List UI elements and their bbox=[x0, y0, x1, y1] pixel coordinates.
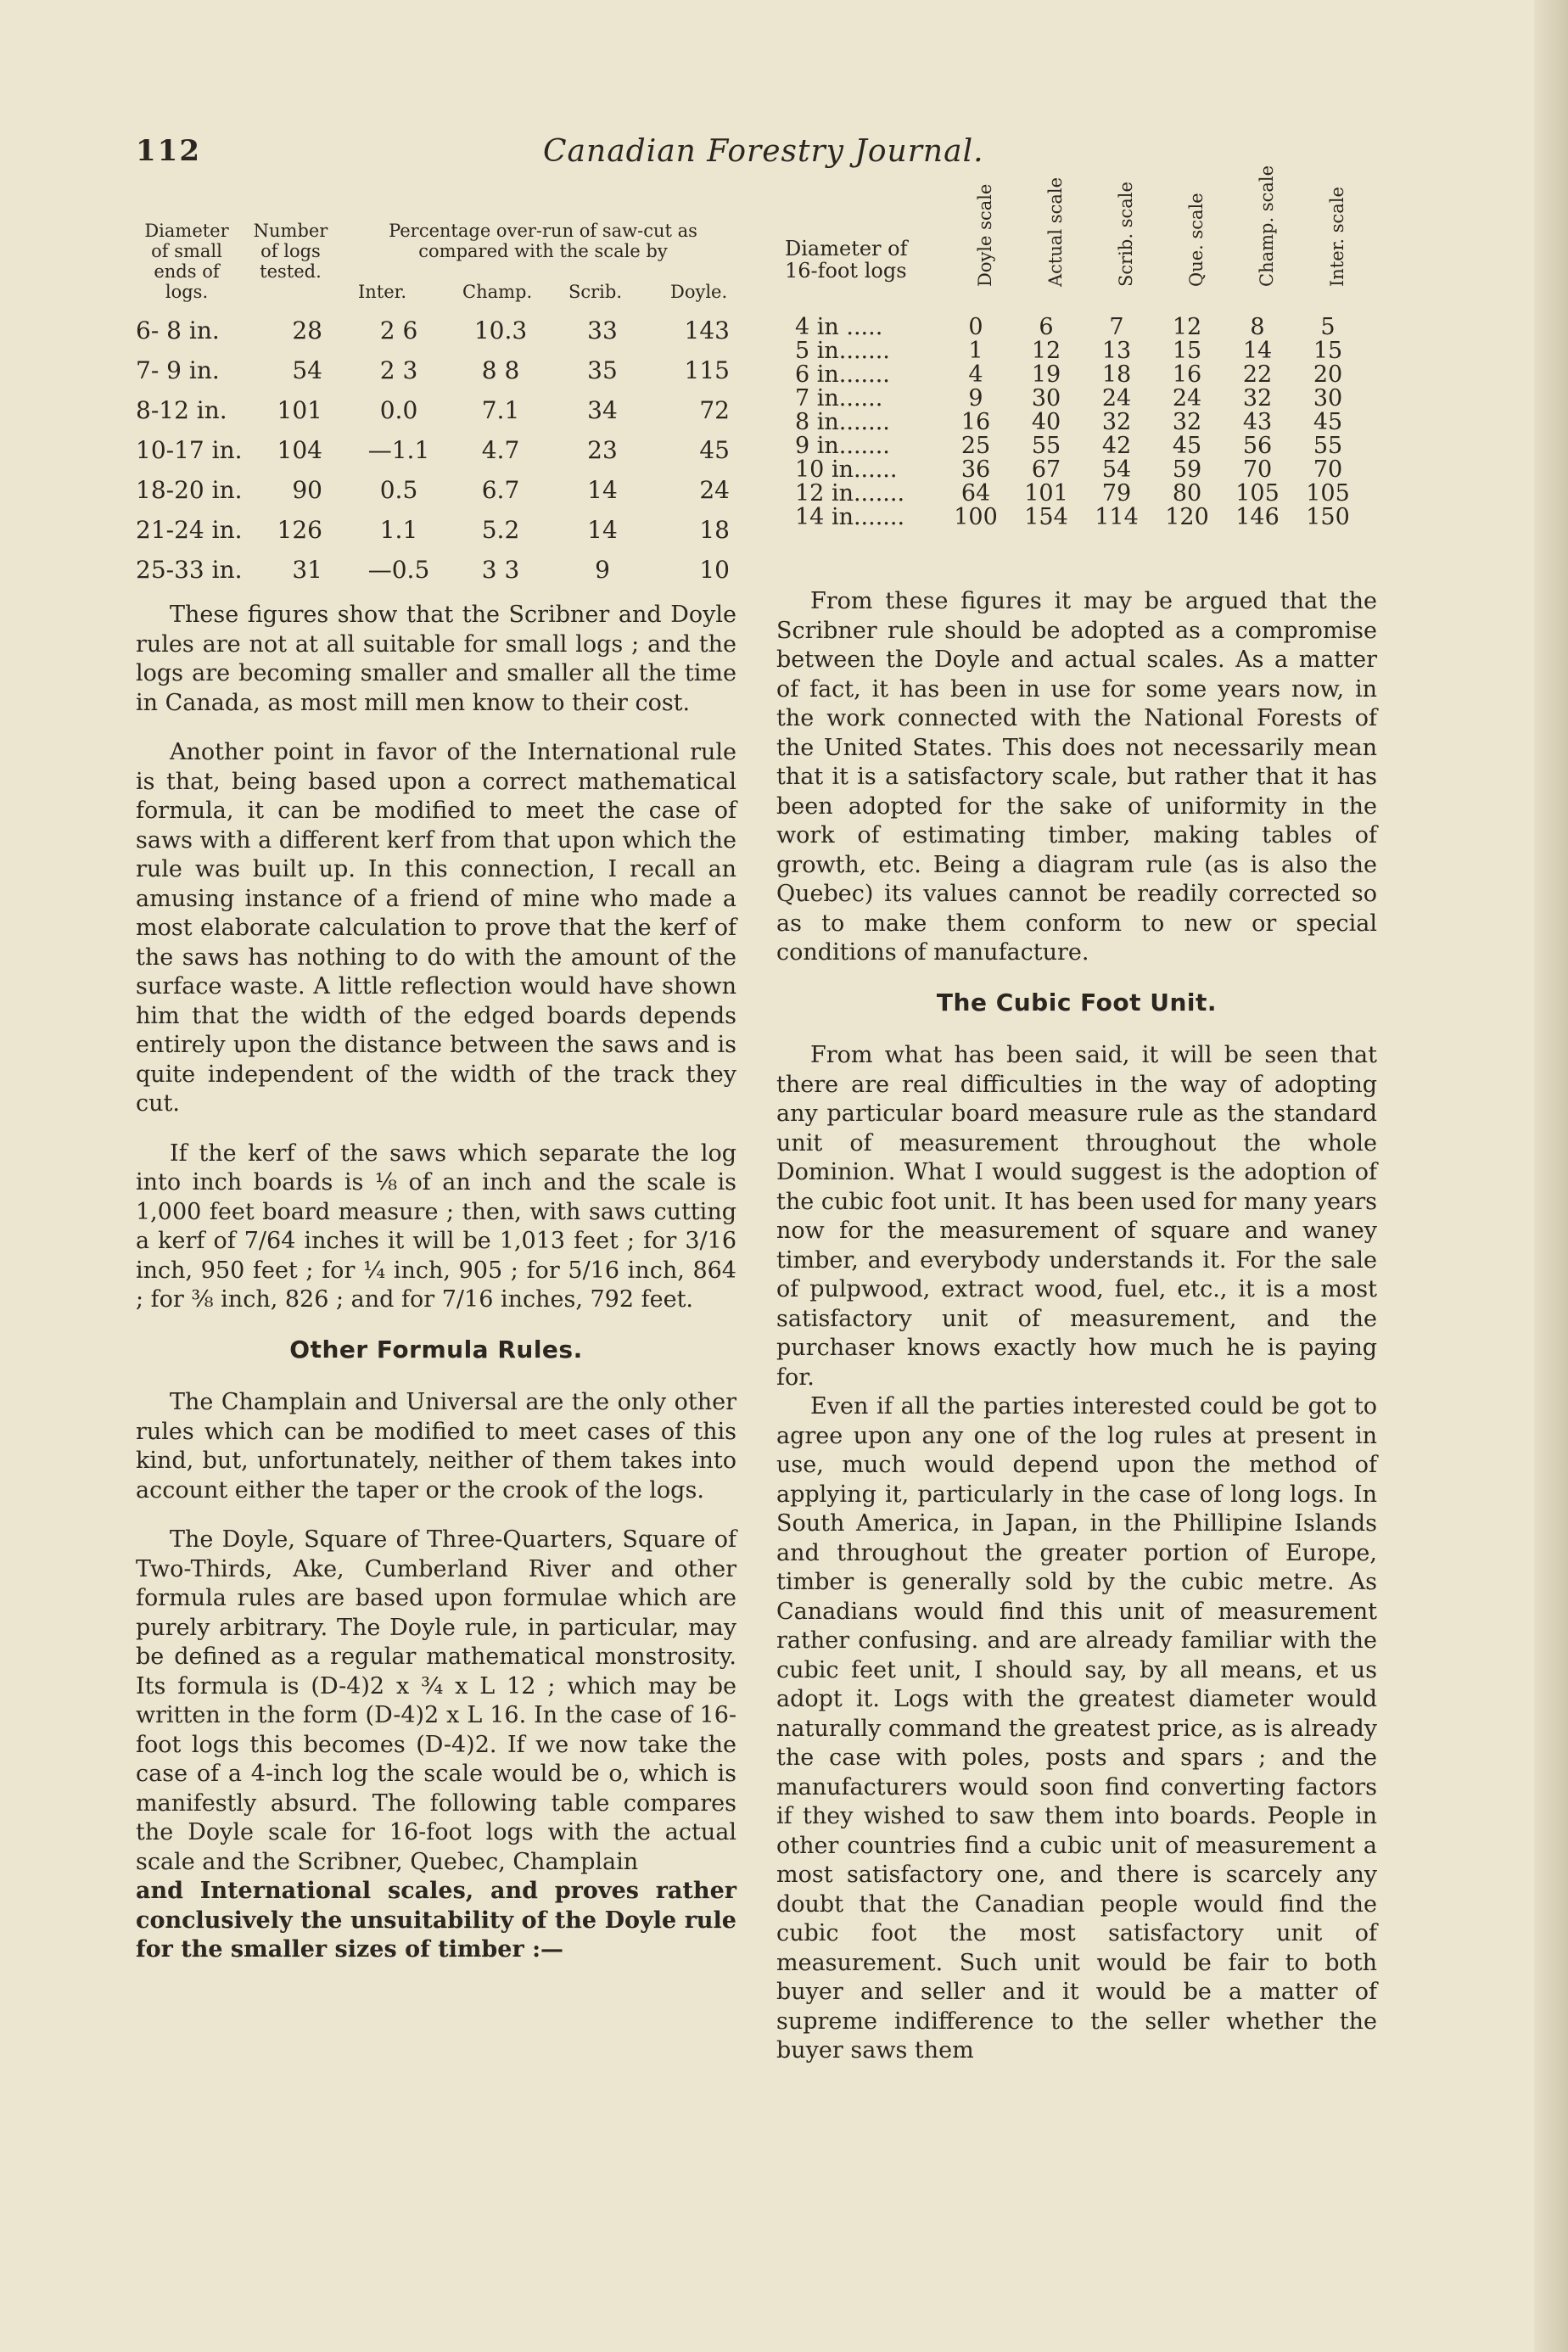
cell-scrib: 23 bbox=[587, 436, 618, 464]
header-champ-scale: Champ. scale bbox=[1257, 165, 1277, 287]
cell-actual: 40 bbox=[1031, 409, 1061, 435]
cell-dia: 9 in....... bbox=[795, 433, 890, 459]
cell-num: 101 bbox=[277, 396, 322, 424]
cell-doyle: 100 bbox=[954, 504, 998, 530]
cell-champ: 105 bbox=[1235, 480, 1280, 507]
cell-champ: 4.7 bbox=[481, 436, 520, 464]
table-row bbox=[136, 476, 747, 516]
cell-champ: 70 bbox=[1242, 456, 1273, 483]
cell-champ: 8 8 bbox=[481, 356, 520, 384]
paragraph: These figures show that the Scribner and Doyle rules are not at all suitable for small logs ; and the logs are becoming smaller and smaller all the time in Canada, as most mill men know to their cost. bbox=[136, 602, 736, 716]
cell-inter: 1.1 bbox=[379, 516, 418, 544]
header-actual-scale: Actual scale bbox=[1045, 176, 1066, 287]
cell-que: 45 bbox=[1172, 433, 1202, 459]
cell-dia: 14 in....... bbox=[795, 504, 905, 530]
cell-inter: 15 bbox=[1313, 338, 1343, 364]
cell-dia: 8 in....... bbox=[795, 409, 890, 435]
table-row bbox=[785, 456, 1379, 483]
overrun-table-header bbox=[136, 219, 747, 316]
cell-dia: 12 in....... bbox=[795, 480, 905, 507]
cell-actual: 67 bbox=[1031, 456, 1061, 483]
scale-table-header bbox=[785, 165, 1379, 314]
cell-dia: 6- 8 in. bbox=[136, 316, 220, 344]
cell-inter: 45 bbox=[1313, 409, 1343, 435]
cell-actual: 55 bbox=[1031, 433, 1061, 459]
cell-inter: 105 bbox=[1306, 480, 1350, 507]
table-row bbox=[785, 385, 1379, 412]
cell-dia: 21-24 in. bbox=[136, 516, 243, 544]
cell-que: 16 bbox=[1172, 361, 1202, 388]
cell-actual: 12 bbox=[1031, 338, 1061, 364]
paragraph-bold: and International scales, and proves rather conclusively the unsuitability of the Doyle rule for the smaller sizes of timber :— bbox=[136, 1878, 736, 1963]
cell-doyle: 4 bbox=[968, 361, 983, 388]
cell-champ: 5.2 bbox=[481, 516, 520, 544]
cell-que: 24 bbox=[1172, 385, 1202, 412]
cell-scrib: 18 bbox=[1101, 361, 1132, 388]
cell-champ: 6.7 bbox=[481, 476, 520, 504]
cell-inter: 5 bbox=[1320, 314, 1336, 340]
page-header bbox=[136, 134, 1408, 176]
cell-scrib: 7 bbox=[1109, 314, 1124, 340]
page-edge bbox=[1534, 0, 1568, 2352]
overrun-table bbox=[136, 219, 747, 596]
cell-scrib: 13 bbox=[1101, 338, 1132, 364]
cell-inter: 20 bbox=[1313, 361, 1343, 388]
section-heading: The Cubic Foot Unit. bbox=[936, 988, 1218, 1016]
cell-scrib: 35 bbox=[587, 356, 618, 384]
cell-doyle: 25 bbox=[960, 433, 991, 459]
header-inter-scale: Inter. scale bbox=[1327, 187, 1347, 287]
cell-scrib: 79 bbox=[1101, 480, 1132, 507]
cell-inter: 150 bbox=[1306, 504, 1350, 530]
table-row bbox=[136, 356, 747, 396]
page-number: 112 bbox=[136, 134, 201, 168]
cell-dia: 7 in...... bbox=[795, 385, 883, 412]
cell-champ: 56 bbox=[1242, 433, 1273, 459]
paragraph: Even if all the parties interested could be got to agree upon any one of the log rules at present in use, much would depend upon the method of applying it, particularly in the case of long logs. In South America, in Japan, in the Phillipine Islands and throughout the greater portion of Europe, timber is generally sold by the cubic metre. As Canadians would find this unit of measurement rather confusing. and are already familiar with the cubic feet unit, I should say, by all means, et us adopt it. Logs with the greatest diameter would naturally command the greatest price, as is already the case with poles, posts and spars ; and the manufacturers would soon find converting factors if they wished to saw them into boards. People in other countries find a cubic unit of measurement a most satisfactory one, and there is scarcely any doubt that the Canadian people would find the cubic foot the most satisfactory unit of measurement. Such unit would be fair to both buyer and seller and it would be a matter of supreme indifference to the seller whether the buyer saws them bbox=[776, 1393, 1377, 2064]
cell-num: 28 bbox=[292, 316, 322, 344]
cell-inter: 2 3 bbox=[379, 356, 418, 384]
cell-scrib: 14 bbox=[587, 476, 618, 504]
cell-dia: 10-17 in. bbox=[136, 436, 243, 464]
cell-doyle: 1 bbox=[968, 338, 983, 364]
cell-scrib: 32 bbox=[1101, 409, 1132, 435]
cell-champ: 8 bbox=[1250, 314, 1265, 340]
table-row bbox=[785, 433, 1379, 459]
cell-num: 31 bbox=[292, 556, 322, 584]
cell-que: 12 bbox=[1172, 314, 1202, 340]
cell-num: 104 bbox=[277, 436, 322, 464]
header-diameter: Diameter of small ends of logs. bbox=[144, 221, 229, 302]
cell-dia: 4 in ..... bbox=[795, 314, 883, 340]
header-doyle: Doyle. bbox=[670, 282, 728, 302]
paragraph: From these figures it may be argued that the Scribner rule should be adopted as a compromise between the Doyle and actual scales. As a matter of fact, it has been in use for some years now, in the work connected with the National Forests of the United States. This does not necessarily mean that it is a satisfactory scale, but rather that it has been adopted for the sake of uniformity in the work of estimating timber, making tables of growth, etc. Being a diagram rule (as is also the Quebec) its values cannot be readily corrected so as to make them conform to new or special conditions of manufacture. bbox=[776, 588, 1377, 966]
cell-inter: 30 bbox=[1313, 385, 1343, 412]
cell-doyle: 45 bbox=[699, 436, 730, 464]
cell-scrib: 24 bbox=[1101, 385, 1132, 412]
table-row bbox=[785, 338, 1379, 364]
overrun-table-body bbox=[136, 316, 747, 596]
cell-doyle: 115 bbox=[684, 356, 730, 384]
cell-actual: 6 bbox=[1039, 314, 1054, 340]
cell-champ: 7.1 bbox=[481, 396, 520, 424]
cell-scrib: 114 bbox=[1095, 504, 1139, 530]
cell-dia: 8-12 in. bbox=[136, 396, 227, 424]
cell-dia: 25-33 in. bbox=[136, 556, 243, 584]
header-que-scale: Que. scale bbox=[1186, 193, 1207, 287]
paragraph: The Doyle, Square of Three-Quarters, Square of Two-Thirds, Ake, Cumberland River and other formula rules are based upon formulae which are purely arbitrary. The Doyle rule, in particular, may be defined as a regular mathematical monstrosity. Its formula is (D-4)2 x ¾ x L 12 ; which may be written in the form (D-4)2 x L 16. In the case of 16-foot logs this becomes (D-4)2. If we now take the case of a 4-inch log the scale would be o, which is manifestly absurd. The following table compares the Doyle scale for 16-foot logs with the actual scale and the Scribner, Quebec, Champlain bbox=[136, 1526, 736, 1875]
cell-dia: 18-20 in. bbox=[136, 476, 243, 504]
cell-que: 120 bbox=[1165, 504, 1209, 530]
paragraph: The Champlain and Universal are the only other rules which can be modified to meet cases of this kind, but, unfortunately, neither of them takes into account either the taper or the crook of the logs. bbox=[136, 1389, 736, 1504]
scale-table bbox=[785, 165, 1379, 530]
table-row bbox=[136, 396, 747, 436]
table-row bbox=[136, 436, 747, 476]
paragraph: From what has been said, it will be seen that there are real difficulties in the way of adopting any particular board measure rule as the standard unit of measurement throughout the whole Dominion. What I would suggest is the adoption of the cubic foot unit. It has been used for many years now for the measurement of square and waney timber, and everybody understands it. For the sale of pulpwood, extract wood, fuel, etc., it is a most satisfactory unit of measurement, and the purchaser knows exactly how much he is paying for. bbox=[776, 1042, 1377, 1391]
cell-doyle: 143 bbox=[684, 316, 730, 344]
cell-scrib: 9 bbox=[595, 556, 610, 584]
cell-dia: 10 in...... bbox=[795, 456, 898, 483]
cell-que: 15 bbox=[1172, 338, 1202, 364]
cell-que: 59 bbox=[1172, 456, 1202, 483]
cell-inter: 0.0 bbox=[379, 396, 418, 424]
right-column bbox=[776, 587, 1377, 2086]
table-row bbox=[785, 504, 1379, 528]
header-number: Number of logs tested. bbox=[253, 221, 328, 282]
left-column bbox=[136, 601, 736, 1985]
header-champ: Champ. bbox=[462, 282, 533, 302]
cell-inter: —1.1 bbox=[367, 436, 430, 464]
table-row bbox=[136, 556, 747, 596]
table-row bbox=[785, 409, 1379, 433]
paragraph: Another point in favor of the International rule is that, being based upon a correct mathematical formula, it can be modified to meet the case of saws with a different kerf from that upon which the rule was built up. In this connection, I recall an amusing instance of a friend of mine who made a most elaborate calculation to prove that the kerf of the saws has nothing to do with the amount of the surface waste. A little reflection would have shown him that the width of the edged boards depends entirely upon the distance between the saws and is quite independent of the width of the track they cut. bbox=[136, 739, 736, 1117]
cell-inter: —0.5 bbox=[367, 556, 430, 584]
table-row bbox=[785, 314, 1379, 338]
cell-inter: 0.5 bbox=[379, 476, 418, 504]
cell-dia: 7- 9 in. bbox=[136, 356, 220, 384]
cell-champ: 14 bbox=[1242, 338, 1273, 364]
table-row bbox=[785, 480, 1379, 507]
header-scrib-scale: Scrib. scale bbox=[1116, 182, 1136, 287]
cell-doyle: 36 bbox=[960, 456, 991, 483]
header-diameter-16ft: Diameter of 16-foot logs bbox=[785, 237, 908, 283]
cell-actual: 154 bbox=[1024, 504, 1068, 530]
cell-dia: 6 in....... bbox=[795, 361, 890, 388]
cell-actual: 101 bbox=[1024, 480, 1068, 507]
cell-doyle: 9 bbox=[968, 385, 983, 412]
table-row bbox=[785, 361, 1379, 388]
cell-champ: 43 bbox=[1242, 409, 1273, 435]
cell-doyle: 72 bbox=[699, 396, 730, 424]
cell-doyle: 64 bbox=[960, 480, 991, 507]
cell-champ: 22 bbox=[1242, 361, 1273, 388]
cell-que: 32 bbox=[1172, 409, 1202, 435]
cell-champ: 10.3 bbox=[473, 316, 528, 344]
cell-dia: 5 in....... bbox=[795, 338, 890, 364]
table-row bbox=[136, 516, 747, 556]
cell-scrib: 33 bbox=[587, 316, 618, 344]
table-row bbox=[136, 316, 747, 356]
cell-scrib: 42 bbox=[1101, 433, 1132, 459]
cell-doyle: 16 bbox=[960, 409, 991, 435]
header-scrib: Scrib. bbox=[568, 282, 623, 302]
cell-champ: 146 bbox=[1235, 504, 1280, 530]
cell-doyle: 10 bbox=[699, 556, 730, 584]
cell-num: 126 bbox=[277, 516, 322, 544]
cell-num: 90 bbox=[292, 476, 322, 504]
paragraph: If the kerf of the saws which separate the log into inch boards is ⅛ of an inch and the scale is 1,000 feet board measure ; then, with saws cutting a kerf of 7/64 inches it will be 1,013 feet ; for 3/16 inch, 950 feet ; for ¼ inch, 905 ; for 5/16 inch, 864 ; for ⅜ inch, 826 ; and for 7/16 inches, 792 feet. bbox=[136, 1140, 736, 1313]
cell-champ: 32 bbox=[1242, 385, 1273, 412]
header-percentage: Percentage over-run of saw-cut as compared with the scale by bbox=[389, 221, 697, 261]
journal-title: Canadian Forestry Journal. bbox=[543, 134, 984, 169]
cell-doyle: 0 bbox=[968, 314, 983, 340]
section-heading: Other Formula Rules. bbox=[289, 1335, 583, 1364]
cell-inter: 2 6 bbox=[379, 316, 418, 344]
cell-scrib: 54 bbox=[1101, 456, 1132, 483]
cell-inter: 55 bbox=[1313, 433, 1343, 459]
header-inter: Inter. bbox=[358, 282, 407, 302]
cell-doyle: 18 bbox=[699, 516, 730, 544]
cell-doyle: 24 bbox=[699, 476, 730, 504]
cell-scrib: 14 bbox=[587, 516, 618, 544]
scale-table-body bbox=[785, 314, 1379, 528]
cell-scrib: 34 bbox=[587, 396, 618, 424]
cell-actual: 30 bbox=[1031, 385, 1061, 412]
cell-actual: 19 bbox=[1031, 361, 1061, 388]
cell-num: 54 bbox=[292, 356, 322, 384]
cell-champ: 3 3 bbox=[481, 556, 520, 584]
cell-inter: 70 bbox=[1313, 456, 1343, 483]
cell-que: 80 bbox=[1172, 480, 1202, 507]
header-doyle-scale: Doyle scale bbox=[975, 183, 995, 287]
